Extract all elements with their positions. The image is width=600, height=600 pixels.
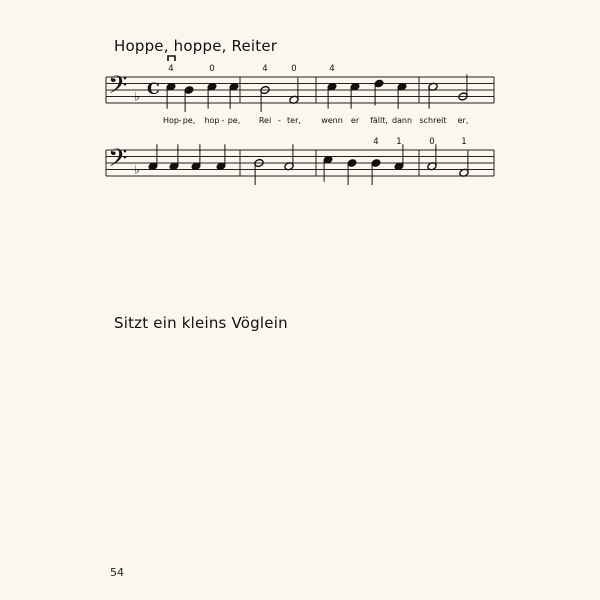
lyric-syllable: schreit <box>419 116 447 125</box>
fingering-number: 4 <box>373 137 379 147</box>
lyric-syllable: ter, <box>287 116 301 125</box>
fingering-number: 0 <box>209 64 215 74</box>
time-signature: C <box>147 79 160 98</box>
fingering-number: 1 <box>396 137 402 147</box>
bass-clef-icon: 𝄢 <box>108 71 128 106</box>
lyric-syllable: pe, <box>182 116 196 125</box>
lyric-syllable: Hop <box>163 116 179 125</box>
flat-sign-icon: ♭ <box>134 89 140 104</box>
fingering-number: 4 <box>168 64 174 74</box>
page-number: 54 <box>110 566 124 579</box>
lyric-syllable: hop <box>204 116 220 125</box>
song-title-hoppe-hoppe-reiter: Hoppe, hoppe, Reiter <box>114 37 278 55</box>
fingering-number: 0 <box>291 64 297 74</box>
lyric-syllable: dann <box>391 116 413 125</box>
fingering-number: 4 <box>262 64 268 74</box>
lyric-hyphen: - <box>278 116 281 125</box>
lyric-syllable: Rei <box>258 116 272 125</box>
song-title-sitzt-ein-kleins-voeglein: Sitzt ein kleins Vöglein <box>114 314 288 332</box>
staff-system-0-0 <box>106 56 494 125</box>
lyric-hyphen: - <box>221 116 225 125</box>
bass-clef-icon: 𝄢 <box>108 144 128 179</box>
staff-system-0-1 <box>106 137 494 185</box>
flat-sign-icon: ♭ <box>134 162 140 177</box>
lyric-syllable: wenn <box>321 116 343 125</box>
lyric-hyphen: - <box>178 116 182 125</box>
lyric-syllable: fällt, <box>370 116 388 125</box>
lyric-syllable: pe, <box>227 116 241 125</box>
fingering-number: 1 <box>461 137 467 147</box>
lyric-syllable: er <box>350 116 360 125</box>
lyric-syllable: er, <box>457 116 469 125</box>
fingering-number: 4 <box>329 64 335 74</box>
down-bow-icon <box>168 56 175 61</box>
fingering-number: 0 <box>429 137 435 147</box>
